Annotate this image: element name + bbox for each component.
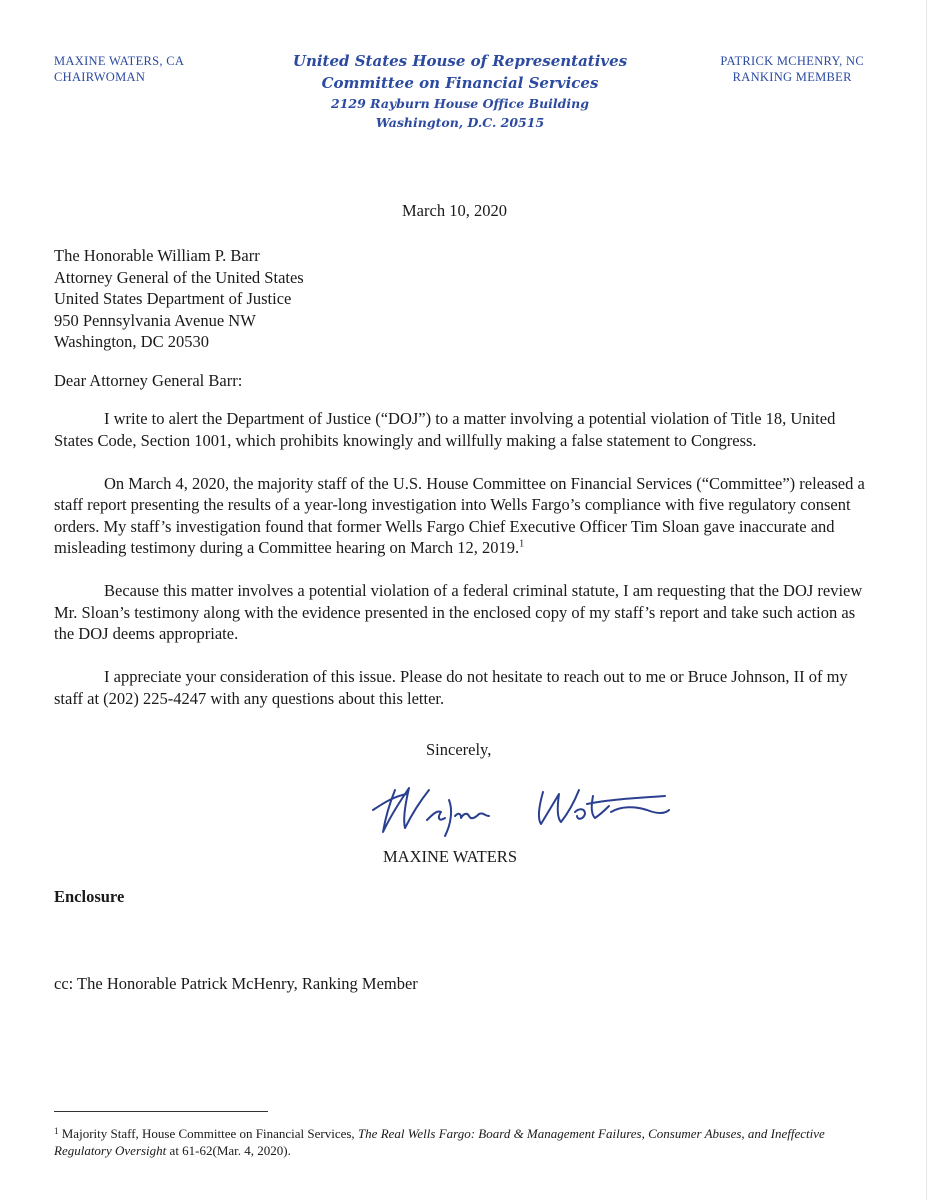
footnote-prefix: Majority Staff, House Committee on Financial Services,	[61, 1126, 358, 1141]
letter-body	[54, 408, 874, 731]
footnote-mark: 1	[54, 1126, 59, 1136]
office-city: Washington, D.C. 20515	[375, 115, 545, 130]
recipient-address	[54, 245, 304, 353]
address-line: 950 Pennsylvania Avenue NW	[54, 310, 256, 330]
address-line: The Honorable William P. Barr	[54, 246, 260, 265]
paragraph-1: I write to alert the Department of Justice (“DOJ”) to a matter involving a potential violation of Title 18, United States Code, Section 1001, which prohibits knowingly and willfully making a false statement to Congress.	[54, 409, 836, 450]
letter-date: March 10, 2020	[402, 201, 507, 220]
paragraph-3: Because this matter involves a potential violation of a federal criminal statute, I am requesting that the DOJ review Mr. Sloan’s testimony along with the evidence presented in the enclosed copy of my staff’s report and take such action as the DOJ deems appropriate.	[54, 581, 863, 643]
letterhead-ranking-member	[720, 53, 864, 85]
paragraph-2-text: On March 4, 2020, the majority staff of the U.S. House Committee on Financial Services (“Committee”) released a staff report presenting the results of a year-long investigation into Wells Fargo’s compliance with five regulatory consent orders. My staff’s investigation found that former Wells Fargo Chief Executive Officer Tim Sloan gave inaccurate and misleading testimony during a Committee hearing on March 12, 2019.	[54, 473, 865, 557]
paragraph-2	[54, 473, 874, 559]
handwritten-signature	[365, 770, 675, 840]
signer-name: MAXINE WATERS	[383, 847, 517, 866]
footnote-reference: 1	[519, 538, 525, 550]
ranking-member-name: PATRICK MCHENRY, NC	[720, 54, 864, 68]
chair-title: CHAIRWOMAN	[54, 70, 146, 84]
footnote-suffix: at 61-62(Mar. 4, 2020).	[166, 1143, 291, 1158]
closing: Sincerely,	[426, 740, 492, 759]
footnote-divider	[54, 1111, 268, 1112]
salutation: Dear Attorney General Barr:	[54, 371, 243, 390]
letterhead-committee	[250, 50, 670, 132]
address-line: United States Department of Justice	[54, 289, 292, 308]
house-name: United States House of Representatives	[292, 52, 628, 70]
enclosure-label: Enclosure	[54, 887, 125, 906]
address-line: Washington, DC 20530	[54, 332, 209, 351]
letterhead-chair	[54, 53, 184, 85]
committee-name: Committee on Financial Services	[321, 74, 599, 92]
office-building: 2129 Rayburn House Office Building	[331, 96, 589, 111]
cc-line: cc: The Honorable Patrick McHenry, Ranking Member	[54, 974, 418, 993]
ranking-member-title: RANKING MEMBER	[732, 70, 852, 84]
address-line: Attorney General of the United States	[54, 267, 304, 287]
paragraph-4: I appreciate your consideration of this issue. Please do not hesitate to reach out to me or Bruce Johnson, II of my staff at (202) 225-4247 with any questions about this letter.	[54, 667, 848, 708]
chair-name: MAXINE WATERS, CA	[54, 54, 185, 68]
footnote-report-title: The Real Wells Fargo: Board & Management Failures, Consumer Abuses, and Ineffective Regulatory Oversight	[54, 1126, 825, 1158]
footnote	[54, 1125, 874, 1159]
